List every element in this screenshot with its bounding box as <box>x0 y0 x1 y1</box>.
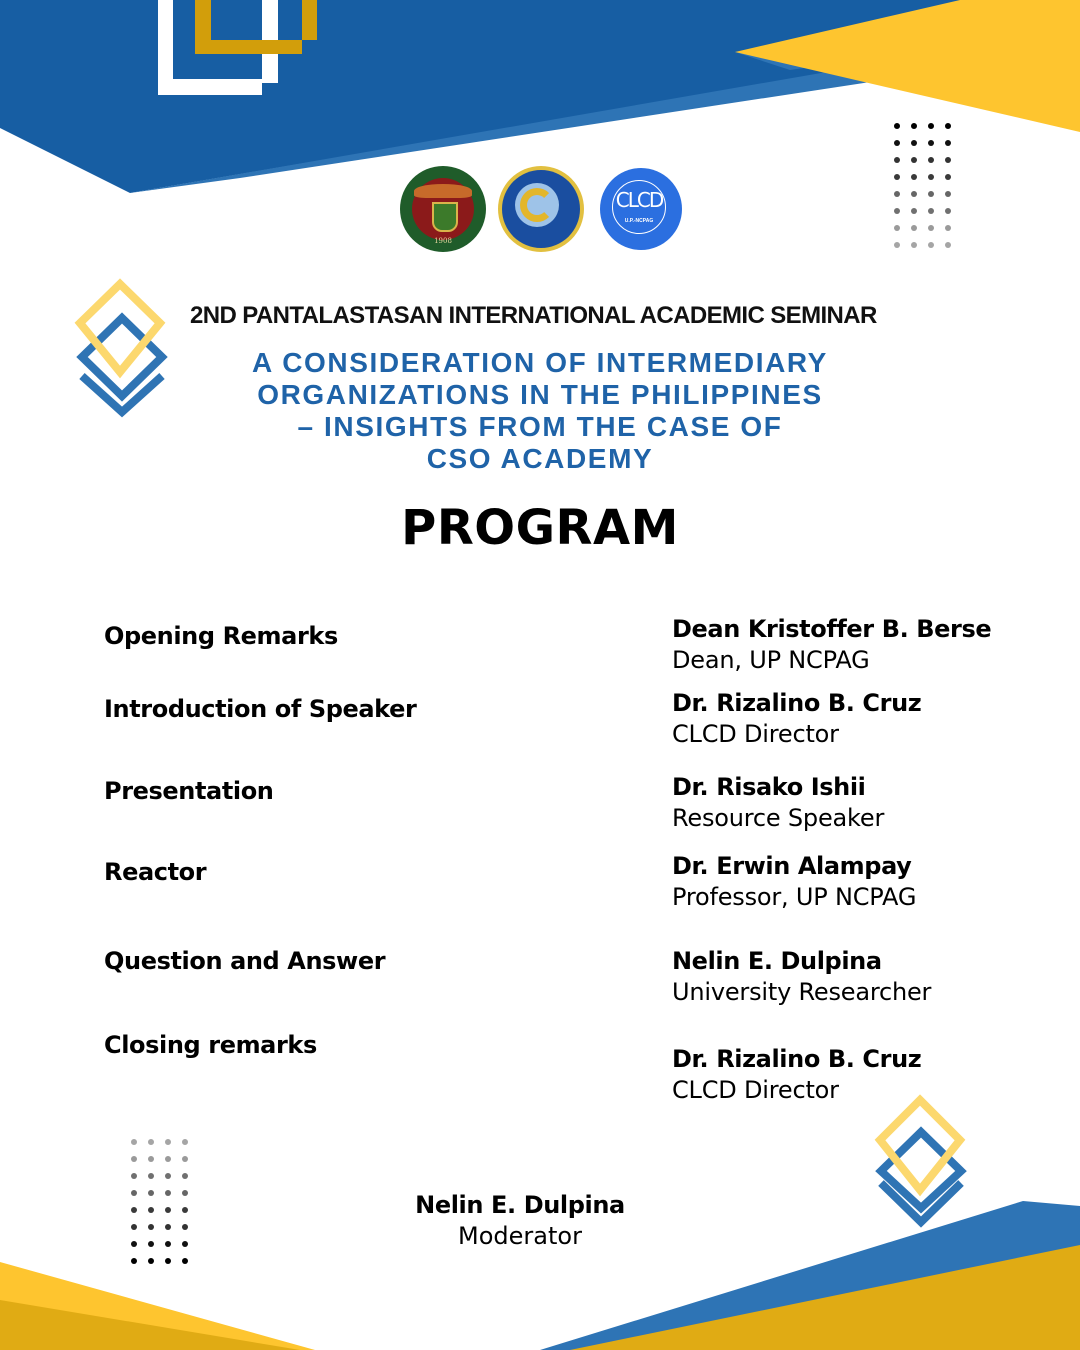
decorative-dot <box>182 1173 188 1179</box>
up-seal-logo <box>400 166 486 252</box>
person-name: Dean Kristoffer B. Berse <box>672 615 992 643</box>
decorative-dot <box>894 123 900 129</box>
person-role: University Researcher <box>672 978 932 1006</box>
decorative-dot <box>945 242 951 248</box>
clcd-seal-logo <box>598 166 684 252</box>
program-part: Question and Answer <box>104 947 386 975</box>
decorative-dot <box>131 1207 137 1213</box>
decorative-dot <box>894 225 900 231</box>
decorative-dot <box>894 191 900 197</box>
program-person <box>672 614 991 676</box>
decorative-dot <box>945 140 951 146</box>
decorative-dot <box>148 1241 154 1247</box>
decorative-dot <box>131 1139 137 1145</box>
decorative-dot <box>131 1258 137 1264</box>
decorative-dot <box>182 1224 188 1230</box>
decorative-dot <box>894 208 900 214</box>
decorative-dot <box>928 191 934 197</box>
decorative-dot <box>165 1224 171 1230</box>
program-part: Introduction of Speaker <box>104 695 417 723</box>
ncpag-seal-logo <box>498 166 584 252</box>
decorative-dot <box>928 225 934 231</box>
decorative-dot <box>165 1173 171 1179</box>
clcd-monogram: CLCD <box>615 188 663 212</box>
dot-grid-bottom-left <box>131 1139 188 1264</box>
decorative-dot <box>131 1241 137 1247</box>
decorative-dot <box>182 1190 188 1196</box>
decorative-dot <box>945 157 951 163</box>
decorative-dot <box>928 157 934 163</box>
decorative-dot <box>945 208 951 214</box>
decorative-dot <box>911 174 917 180</box>
program-heading: PROGRAM <box>401 500 679 556</box>
decorative-dot <box>945 191 951 197</box>
decorative-dot <box>928 174 934 180</box>
person-name: Nelin E. Dulpina <box>672 947 882 975</box>
person-name: Dr. Rizalino B. Cruz <box>672 689 922 717</box>
moderator-role: Moderator <box>458 1222 582 1250</box>
decorative-dot <box>165 1190 171 1196</box>
decorative-dot <box>165 1258 171 1264</box>
topic-line: ORGANIZATIONS IN THE PHILIPPINES <box>257 379 823 410</box>
person-role: Professor, UP NCPAG <box>672 883 917 911</box>
decorative-dot <box>148 1207 154 1213</box>
program-part: Closing remarks <box>104 1031 317 1059</box>
person-role: CLCD Director <box>672 720 839 748</box>
decorative-dot <box>131 1190 137 1196</box>
decorative-dot <box>894 140 900 146</box>
program-person <box>672 946 931 1008</box>
moderator-name: Nelin E. Dulpina <box>415 1191 625 1219</box>
decorative-dot <box>911 123 917 129</box>
decorative-dot <box>894 242 900 248</box>
decorative-dot <box>945 123 951 129</box>
decorative-dot <box>131 1173 137 1179</box>
decorative-dot <box>911 140 917 146</box>
topic-title <box>200 347 880 475</box>
decorative-dot <box>182 1241 188 1247</box>
decorative-dot <box>165 1207 171 1213</box>
decorative-dot <box>148 1156 154 1162</box>
decorative-dot <box>182 1258 188 1264</box>
decorative-dot <box>928 123 934 129</box>
clcd-sub: U.P.-NCPAG <box>624 218 654 224</box>
program-part: Presentation <box>104 777 274 805</box>
decorative-dot <box>945 174 951 180</box>
decorative-dot <box>148 1190 154 1196</box>
decorative-dot <box>148 1224 154 1230</box>
person-name: Dr. Rizalino B. Cruz <box>672 1045 922 1073</box>
program-part: Reactor <box>104 858 207 886</box>
decorative-dot <box>894 157 900 163</box>
program-person <box>672 1044 921 1106</box>
topic-line: – INSIGHTS FROM THE CASE OF <box>297 411 783 442</box>
decorative-dot <box>894 174 900 180</box>
seminar-title: 2ND PANTALASTASAN INTERNATIONAL ACADEMIC SEMINAR <box>190 302 877 329</box>
gold-frame-right <box>302 0 317 40</box>
decorative-dot <box>182 1156 188 1162</box>
decorative-dot <box>165 1241 171 1247</box>
up-seal-year: 1908 <box>434 237 452 245</box>
decorative-dot <box>182 1139 188 1145</box>
decorative-dot <box>182 1207 188 1213</box>
person-name: Dr. Risako Ishii <box>672 773 866 801</box>
decorative-dot <box>148 1139 154 1145</box>
program-person <box>672 851 916 913</box>
person-name: Dr. Erwin Alampay <box>672 852 912 880</box>
moderator-block <box>380 1190 660 1252</box>
decorative-dot <box>131 1156 137 1162</box>
topic-line: CSO ACADEMY <box>426 443 654 474</box>
decorative-dot <box>911 208 917 214</box>
diamond-ornament-left <box>80 284 162 412</box>
bottom-right-gold <box>570 1245 1080 1350</box>
dot-grid-top-right <box>894 123 951 248</box>
program-person <box>672 688 921 750</box>
decorative-dot <box>131 1224 137 1230</box>
decorative-dot <box>945 225 951 231</box>
person-role: Dean, UP NCPAG <box>672 646 870 674</box>
decorative-dot <box>911 242 917 248</box>
program-person <box>672 772 884 834</box>
program-part: Opening Remarks <box>104 622 338 650</box>
decorative-dot <box>148 1173 154 1179</box>
person-role: Resource Speaker <box>672 804 885 832</box>
decorative-dot <box>911 225 917 231</box>
diamond-ornament-right <box>880 1100 961 1222</box>
decorative-dot <box>911 157 917 163</box>
decorative-dot <box>148 1258 154 1264</box>
topic-line: A CONSIDERATION OF INTERMEDIARY <box>252 347 828 378</box>
decorative-dot <box>928 140 934 146</box>
decorative-dot <box>928 242 934 248</box>
decorative-dot <box>928 208 934 214</box>
person-role: CLCD Director <box>672 1076 839 1104</box>
decorative-dot <box>165 1139 171 1145</box>
decorative-dot <box>911 191 917 197</box>
decorative-dot <box>165 1156 171 1162</box>
